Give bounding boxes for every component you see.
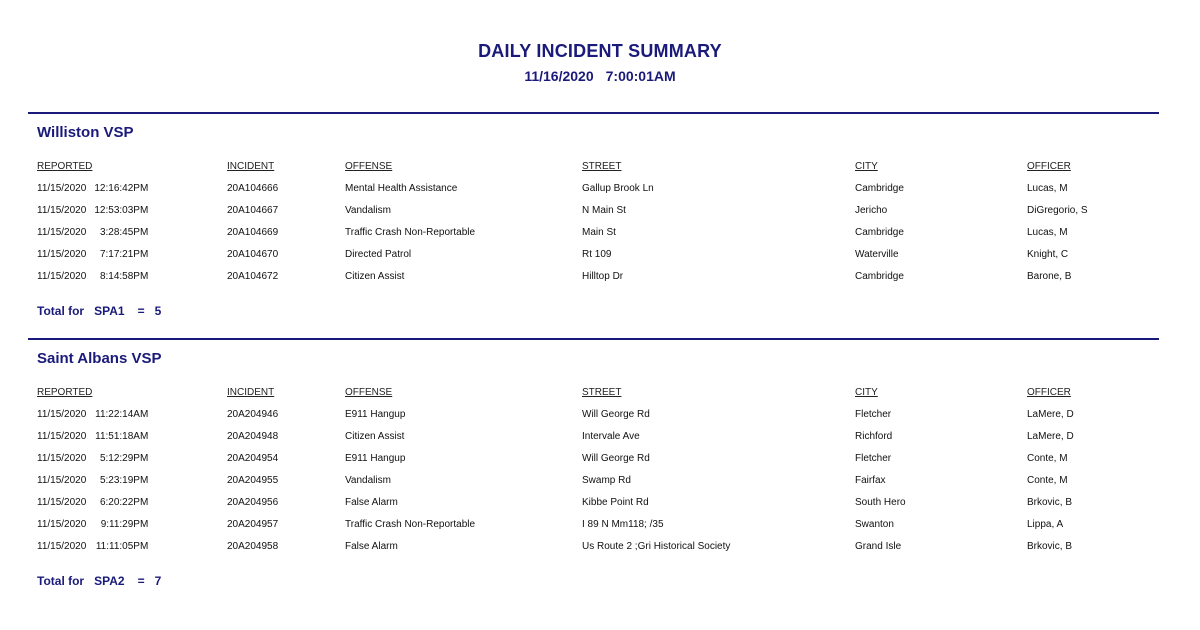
total-code: SPA1 — [94, 304, 125, 318]
table-row — [0, 453, 1200, 469]
cell-street: Will George Rd — [582, 453, 650, 464]
cell-city: South Hero — [855, 497, 906, 508]
section-title: Williston VSP — [37, 124, 134, 141]
cell-city: Waterville — [855, 249, 899, 260]
cell-officer: Brkovic, B — [1027, 541, 1073, 552]
col-reported: REPORTED — [37, 161, 93, 172]
cell-reported — [37, 519, 148, 530]
cell-date: 11/15/2020 — [37, 227, 87, 238]
cell-incident: 20A204954 — [227, 453, 279, 464]
cell-date: 11/15/2020 — [37, 541, 87, 552]
cell-incident: 20A104667 — [227, 205, 279, 216]
section-title: Saint Albans VSP — [37, 350, 162, 367]
total-count: 7 — [154, 574, 162, 588]
cell-time: 11:51:18AM — [95, 431, 149, 442]
cell-date: 11/15/2020 — [37, 183, 87, 194]
table-row — [0, 431, 1200, 447]
table-row — [0, 409, 1200, 425]
cell-date: 11/15/2020 — [37, 409, 87, 420]
col-officer: OFFICER — [1027, 387, 1071, 398]
col-reported: REPORTED — [37, 387, 93, 398]
cell-reported — [37, 409, 148, 420]
report-title: DAILY INCIDENT SUMMARY — [478, 41, 722, 61]
cell-time: 6:20:22PM — [99, 497, 149, 508]
cell-officer: Barone, B — [1027, 271, 1072, 282]
cell-offense: Traffic Crash Non-Reportable — [345, 227, 476, 238]
cell-city: Fairfax — [855, 475, 886, 486]
col-street: STREET — [582, 387, 622, 398]
cell-city: Grand Isle — [855, 541, 902, 552]
cell-date: 11/15/2020 — [37, 497, 87, 508]
cell-street: Rt 109 — [582, 249, 612, 260]
table-row — [0, 205, 1200, 221]
table-row — [0, 271, 1200, 287]
cell-time: 12:53:03PM — [94, 205, 149, 216]
cell-offense: Citizen Assist — [345, 271, 405, 282]
cell-city: Cambridge — [855, 271, 904, 282]
cell-time: 11:11:05PM — [95, 541, 149, 552]
cell-time: 7:17:21PM — [99, 249, 149, 260]
report-time: 7:00:01AM — [605, 68, 676, 84]
section-divider — [28, 338, 1159, 340]
total-count: 5 — [154, 304, 162, 318]
total-equals: = — [137, 574, 145, 588]
total-code: SPA2 — [94, 574, 125, 588]
section-total — [37, 574, 161, 588]
cell-street: Hilltop Dr — [582, 271, 624, 282]
cell-officer: Lucas, M — [1027, 183, 1068, 194]
col-incident: INCIDENT — [227, 161, 275, 172]
cell-officer: Conte, M — [1027, 475, 1068, 486]
cell-incident: 20A204948 — [227, 431, 279, 442]
cell-offense: E911 Hangup — [345, 453, 406, 464]
report-date: 11/16/2020 — [524, 68, 594, 84]
total-label: Total for — [37, 574, 85, 588]
cell-reported — [37, 205, 148, 216]
cell-officer: Lucas, M — [1027, 227, 1068, 238]
cell-incident: 20A104670 — [227, 249, 279, 260]
column-header-row — [0, 387, 1200, 403]
table-row — [0, 249, 1200, 265]
section-total — [37, 304, 161, 318]
col-city: CITY — [855, 161, 878, 172]
cell-officer: Brkovic, B — [1027, 497, 1073, 508]
cell-street: Us Route 2 ;Gri Historical Society — [582, 541, 731, 552]
table-row — [0, 497, 1200, 513]
cell-incident: 20A104666 — [227, 183, 279, 194]
cell-city: Cambridge — [855, 227, 904, 238]
cell-date: 11/15/2020 — [37, 205, 87, 216]
cell-incident: 20A204955 — [227, 475, 279, 486]
cell-city: Cambridge — [855, 183, 904, 194]
cell-time: 12:16:42PM — [94, 183, 149, 194]
cell-time: 11:22:14AM — [95, 409, 149, 420]
cell-officer: Lippa, A — [1027, 519, 1064, 530]
cell-offense: Traffic Crash Non-Reportable — [345, 519, 476, 530]
cell-city: Richford — [855, 431, 893, 442]
cell-offense: Vandalism — [345, 205, 391, 216]
cell-time: 5:23:19PM — [99, 475, 149, 486]
cell-street: Kibbe Point Rd — [582, 497, 649, 508]
cell-incident: 20A204957 — [227, 519, 279, 530]
report-datetime — [0, 68, 1200, 84]
cell-officer: LaMere, D — [1027, 409, 1074, 420]
cell-offense: Citizen Assist — [345, 431, 405, 442]
cell-reported — [37, 183, 148, 194]
table-row — [0, 541, 1200, 557]
cell-reported — [37, 453, 148, 464]
cell-date: 11/15/2020 — [37, 249, 87, 260]
cell-incident: 20A204956 — [227, 497, 279, 508]
table-row — [0, 227, 1200, 243]
cell-date: 11/15/2020 — [37, 453, 87, 464]
cell-incident: 20A204946 — [227, 409, 279, 420]
col-offense: OFFENSE — [345, 161, 393, 172]
cell-city: Swanton — [855, 519, 894, 530]
table-row — [0, 183, 1200, 199]
cell-reported — [37, 227, 148, 238]
cell-street: I 89 N Mm118; /35 — [582, 519, 664, 530]
cell-incident: 20A104672 — [227, 271, 279, 282]
cell-city: Fletcher — [855, 409, 892, 420]
cell-reported — [37, 497, 148, 508]
total-label: Total for — [37, 304, 85, 318]
total-equals: = — [137, 304, 145, 318]
cell-street: Swamp Rd — [582, 475, 631, 486]
cell-reported — [37, 541, 148, 552]
cell-date: 11/15/2020 — [37, 431, 87, 442]
table-row — [0, 475, 1200, 491]
cell-incident: 20A204958 — [227, 541, 279, 552]
cell-offense: Vandalism — [345, 475, 391, 486]
cell-offense: Directed Patrol — [345, 249, 412, 260]
cell-officer: LaMere, D — [1027, 431, 1074, 442]
col-city: CITY — [855, 387, 878, 398]
cell-street: Main St — [582, 227, 616, 238]
cell-street: Gallup Brook Ln — [582, 183, 654, 194]
cell-reported — [37, 271, 148, 282]
cell-time: 8:14:58PM — [99, 271, 149, 282]
col-officer: OFFICER — [1027, 161, 1071, 172]
cell-time: 3:28:45PM — [99, 227, 149, 238]
cell-officer: DiGregorio, S — [1027, 205, 1088, 216]
cell-date: 11/15/2020 — [37, 519, 87, 530]
col-offense: OFFENSE — [345, 387, 393, 398]
cell-incident: 20A104669 — [227, 227, 279, 238]
cell-city: Fletcher — [855, 453, 892, 464]
cell-offense: E911 Hangup — [345, 409, 406, 420]
col-incident: INCIDENT — [227, 387, 275, 398]
col-street: STREET — [582, 161, 622, 172]
cell-reported — [37, 249, 148, 260]
section-divider — [28, 112, 1159, 114]
cell-offense: Mental Health Assistance — [345, 183, 458, 194]
cell-offense: False Alarm — [345, 497, 398, 508]
cell-offense: False Alarm — [345, 541, 398, 552]
cell-date: 11/15/2020 — [37, 475, 87, 486]
cell-street: N Main St — [582, 205, 626, 216]
table-row — [0, 519, 1200, 535]
cell-reported — [37, 475, 148, 486]
column-header-row — [0, 161, 1200, 177]
cell-street: Intervale Ave — [582, 431, 640, 442]
cell-city: Jericho — [855, 205, 888, 216]
cell-date: 11/15/2020 — [37, 271, 87, 282]
cell-officer: Conte, M — [1027, 453, 1068, 464]
cell-street: Will George Rd — [582, 409, 650, 420]
cell-officer: Knight, C — [1027, 249, 1069, 260]
cell-time: 5:12:29PM — [99, 453, 149, 464]
cell-time: 9:11:29PM — [100, 519, 149, 530]
cell-reported — [37, 431, 148, 442]
